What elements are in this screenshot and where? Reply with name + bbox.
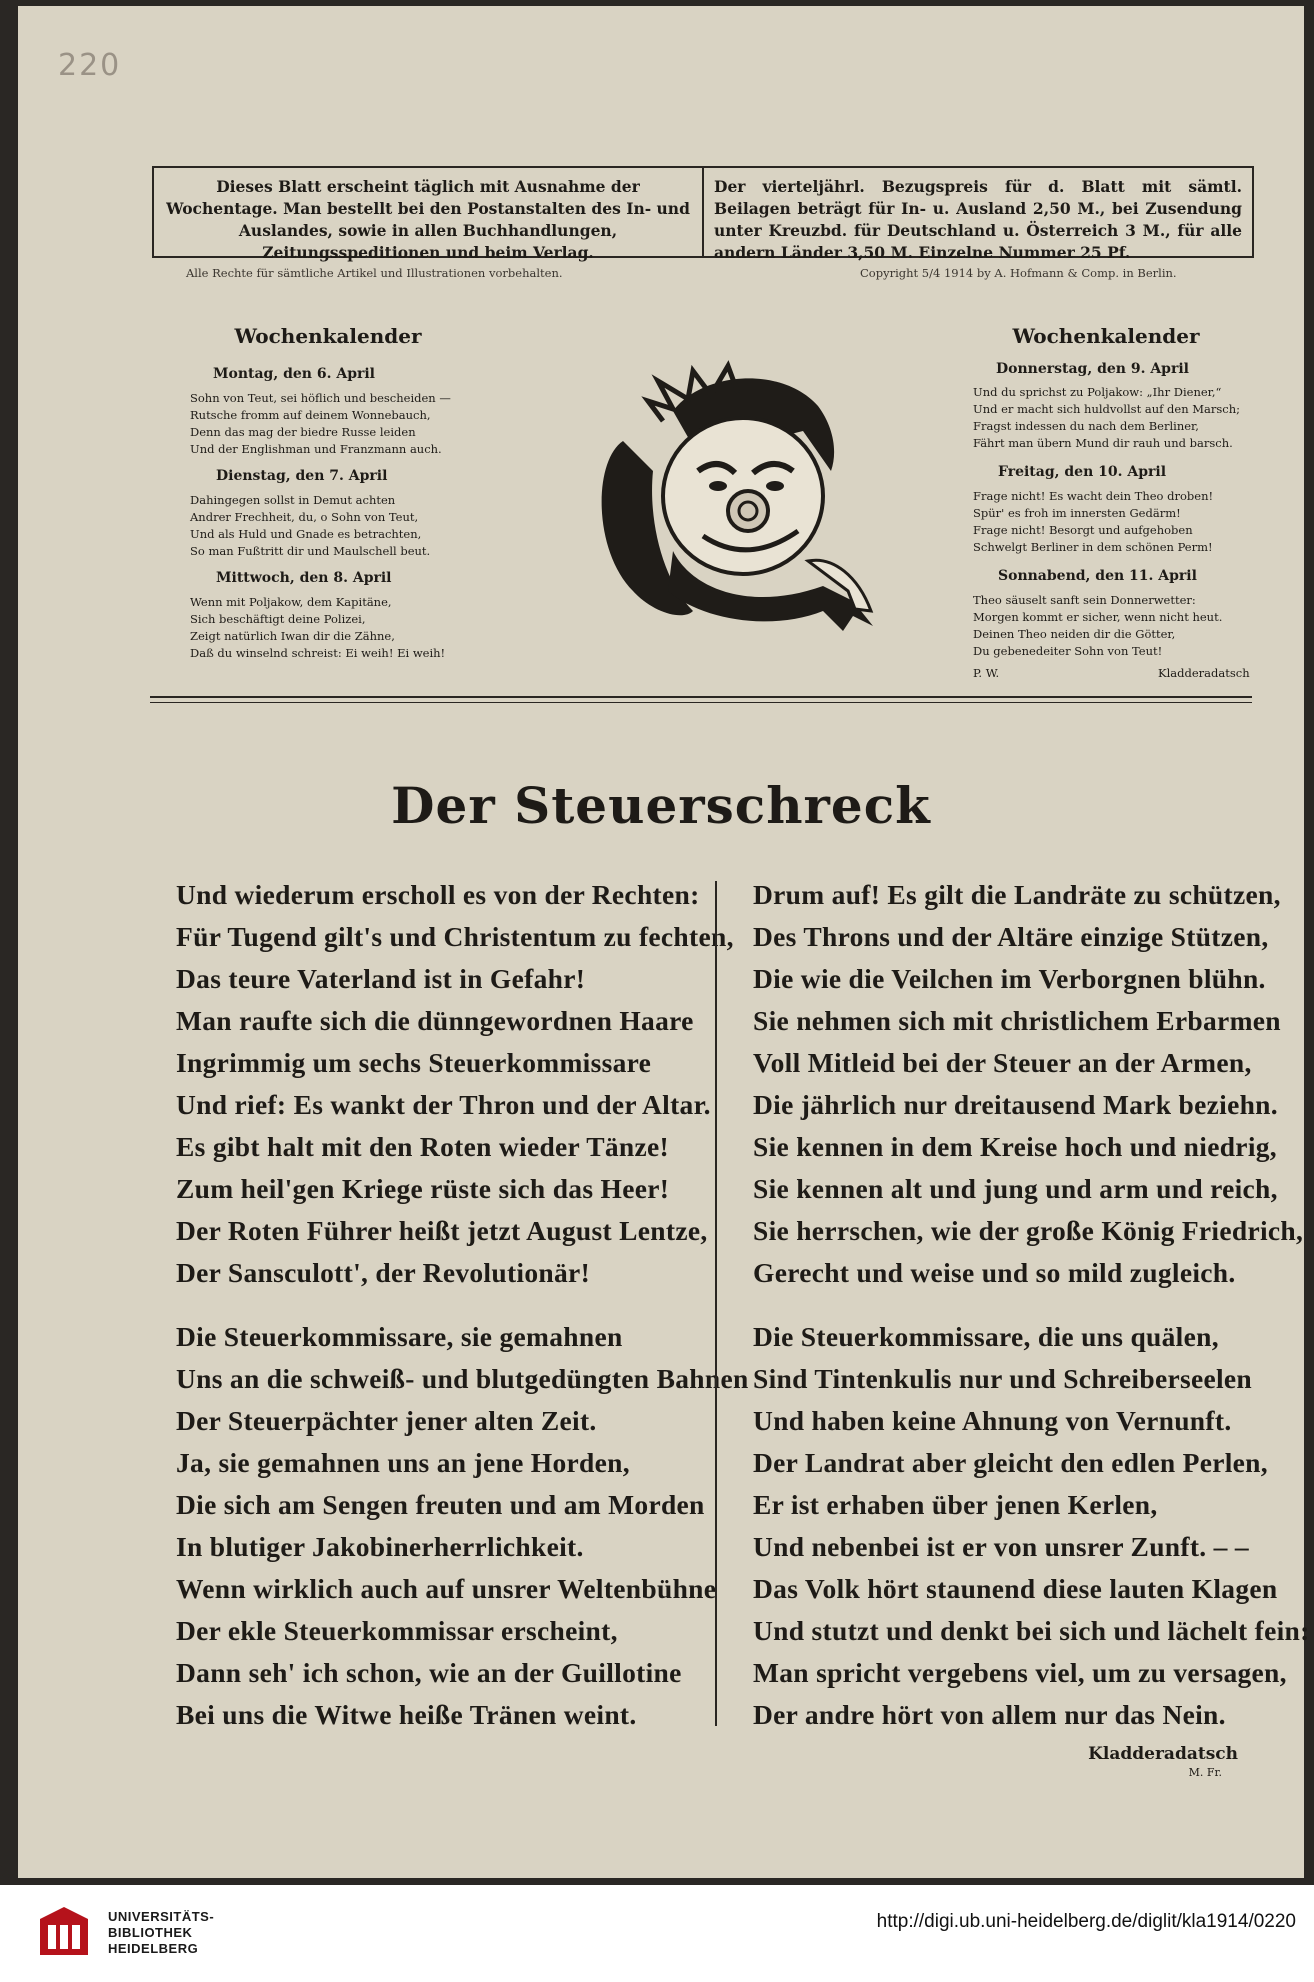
- calendar-day: Sonnabend, den 11. April: [998, 568, 1197, 584]
- calendar-day: Freitag, den 10. April: [998, 464, 1167, 480]
- subscription-notice-box: [152, 166, 1254, 262]
- column-divider: [715, 881, 717, 1726]
- section-rule-thin: [150, 702, 1252, 703]
- poem-stanza: Und wiederum erscholl es von der Rechten: Für Tugend gilt's und Christentum zu fechten, Das teure Vaterland ist in Gefahr! Man raufte sich die dünngewordnen Haare Ingrimmig um sechs Steuerkommissare Und rief: Es wankt der Thron und der Altar. Es gibt halt mit den Roten wieder Tänze! Zum heil'gen Kriege rüste sich das Heer! Der Roten Führer heißt jetzt August Lentze, Der Sansculott', der Revolutionär!: [176, 879, 734, 1288]
- viewer-footer: [0, 1885, 1314, 1982]
- calendar-day: Mittwoch, den 8. April: [216, 570, 392, 586]
- calendar-verse: Sohn von Teut, sei höflich und bescheiden — Rutsche fromm auf deinem Wonnebauch, Denn das mag der biedre Russe leiden Und der Englishman und Franzmann auch.: [190, 391, 451, 456]
- calendar-signature-left: P. W.: [973, 666, 1000, 680]
- copyright: Copyright 5/4 1914 by A. Hofmann & Comp. in Berlin.: [860, 266, 1177, 280]
- university-logo-text: UNIVERSITÄTS- BIBLIOTHEK HEIDELBERG: [108, 1909, 215, 1956]
- caricature-illustration: [553, 351, 893, 641]
- calendar-verse: Theo säuselt sanft sein Donnerwetter: Morgen kommt er sicher, wenn nicht heut. Deinen Theo neiden dir die Götter, Du gebenedeiter Sohn von Teut!: [973, 593, 1223, 658]
- permalink-url[interactable]: http://digi.ub.uni-heidelberg.de/diglit/kla1914/0220: [876, 1911, 1296, 1932]
- newspaper-page: [18, 6, 1310, 1878]
- calendar-heading-right: Wochenkalender: [1012, 324, 1200, 348]
- calendar-heading-left: Wochenkalender: [234, 324, 422, 348]
- section-rule: [150, 696, 1252, 698]
- calendar-signature-right: Kladderadatsch: [1158, 666, 1250, 680]
- poem-stanza: Die Steuerkommissare, die uns quälen, Sind Tintenkulis nur und Schreiberseelen Und haben keine Ahnung von Vernunft. Der Landrat aber gleicht den edlen Perlen, Er ist erhaben über jenen Kerlen, Und nebenbei ist er von unsrer Zunft. – – Das Volk hört staunend diese lauten Klagen Und stutzt und denkt bei sich und lächelt fein: Man spricht vergebens viel, um zu versagen, Der andre hört von allem nur das Nein.: [753, 1321, 1310, 1730]
- poem-stanza: Die Steuerkommissare, sie gemahnen Uns an die schweiß- und blutgedüngten Bahnen Der Steuerpächter jener alten Zeit. Ja, sie gemahnen uns an jene Horden, Die sich am Sengen freuten und am Morden In blutiger Jakobinerherrlichkeit. Wenn wirklich auch auf unsrer Weltenbühne Der ekle Steuerkommissar erscheint, Dann seh' ich schon, wie an der Guillotine Bei uns die Witwe heiße Tränen weint.: [176, 1321, 749, 1730]
- notice-right: Der vierteljährl. Bezugspreis für d. Blatt mit sämtl. Beilagen beträgt für In- u. Ausland 2,50 M., bei Zusendung unter Kreuzbd. für Deutschland u. Österreich 3 M., für alle andern Länder 3,50 M. Einzelne Nummer 25 Pf.: [714, 177, 1242, 262]
- rights-reserved: Alle Rechte für sämtliche Artikel und Illustrationen vorbehalten.: [186, 266, 563, 280]
- notice-left: Dieses Blatt erscheint täglich mit Ausnahme der Wochentage. Man bestellt bei den Postanstalten des In- und Auslandes, sowie in allen Buchhandlungen, Zeitungsspeditionen und beim Verlag.: [154, 168, 704, 256]
- calendar-verse: Dahingegen sollst in Demut achten Andrer Frechheit, du, o Sohn von Teut, Und als Huld und Gnade es betrachten, So man Fußtritt dir und Maulschell beut.: [190, 493, 431, 558]
- poem-initials: M. Fr.: [1188, 1766, 1222, 1779]
- calendar-verse: Wenn mit Poljakow, dem Kapitäne, Sich beschäftigt deine Polizei, Zeigt natürlich Iwan dir die Zähne, Daß du winselnd schreist: Ei weih! Ei weih!: [190, 595, 446, 660]
- calendar-verse: Und du sprichst zu Poljakow: „Ihr Diener,“ Und er macht sich huldvollst auf den Marsch; Fragst indessen du nach dem Berliner, Fährt man übern Mund dir rauh und barsch.: [973, 385, 1241, 450]
- poem-stanza: Drum auf! Es gilt die Landräte zu schützen, Des Throns und der Altäre einzige Stützen, Die wie die Veilchen im Verborgnen blühn. Sie nehmen sich mit christlichem Erbarmen Voll Mitleid bei der Steuer an der Armen, Die jährlich nur dreitausend Mark beziehn. Sie kennen in dem Kreise hoch und niedrig, Sie kennen alt und jung und arm und reich, Sie herrschen, wie der große König Friedrich, Gerecht und weise und so mild zugleich.: [753, 879, 1304, 1288]
- calendar-day: Donnerstag, den 9. April: [996, 361, 1189, 377]
- calendar-day: Dienstag, den 7. April: [216, 468, 388, 484]
- handwritten-page-number: 220: [58, 48, 122, 83]
- university-logo-icon: [34, 1903, 94, 1963]
- calendar-day: Montag, den 6. April: [213, 366, 375, 382]
- poem-signature: Kladderadatsch: [1088, 1744, 1238, 1764]
- calendar-verse: Frage nicht! Es wacht dein Theo droben! Spür' es froh im innersten Gedärm! Frage nicht! Besorgt und aufgehoben Schwelgt Berliner in dem schönen Perm!: [973, 489, 1214, 554]
- poem-title: Der Steuerschreck: [391, 776, 931, 835]
